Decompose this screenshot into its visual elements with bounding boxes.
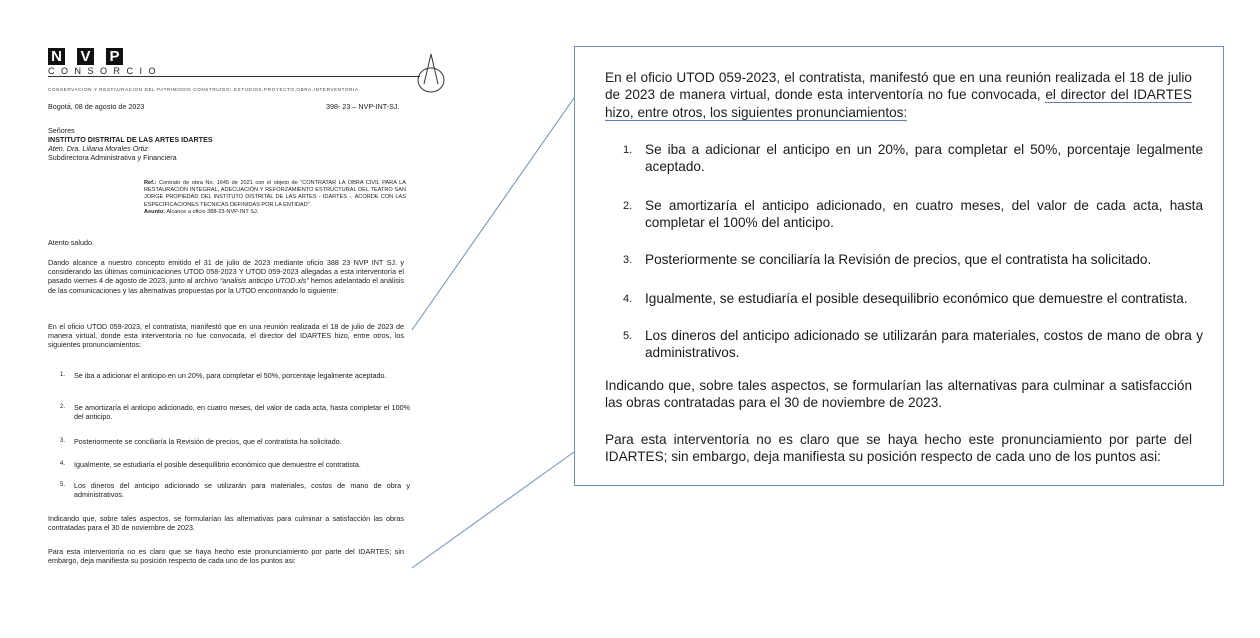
- header-divider: [48, 76, 420, 77]
- list-item-text: Se iba a adicionar el anticipo en un 20%, para completar el 50%, porcentaje legalmente aceptado.: [74, 371, 387, 380]
- zoom-paragraph-1: [605, 69, 1192, 121]
- zoom-paragraph-2: Indicando que, sobre tales aspectos, se formularían las alternativas para culminar a satisfacción las obras contratadas para el 30 de noviembre de 2023.: [605, 378, 1192, 411]
- list-item-text: Posteriormente se conciliaría la Revisión de precios, que el contratista ha solicitado.: [74, 437, 342, 446]
- zoom-list-item-number: 3.: [623, 254, 633, 266]
- logo-letter-p: P: [106, 48, 123, 65]
- para1-text-b: el director del IDARTES hizo, entre otros, los siguientes pronunciamientos:: [48, 331, 404, 350]
- list-item-text: Los dineros del anticipo adicionado se utilizarán para materiales, costos de mano de obra y administrativos.: [74, 481, 410, 500]
- zoom-callout-panel: [574, 46, 1224, 486]
- list-item-text: Se amortizaría el anticipo adicionado, en cuatro meses, del valor de cada acta, hasta completar el 100% del anticipo.: [74, 403, 410, 422]
- reference-block: [144, 180, 406, 216]
- list-item-number: 2.: [60, 404, 66, 410]
- logo-letter-n: N: [48, 48, 65, 65]
- zoom-paragraph-3: Para esta interventoría no es claro que se haya hecho este pronunciamiento por parte del IDARTES; sin embargo, deja manifiesta su posición respecto de cada uno de los puntos asi:: [605, 432, 1192, 465]
- logo-subtitle: CONSORCIO: [48, 66, 163, 76]
- zoom-list-item-text: Igualmente, se estudiaría el posible desequilibrio económico que demuestre el contratista.: [645, 291, 1188, 306]
- zoom-list-item-text: Se amortizaría el anticipo adicionado, en cuatro meses, del valor de cada acta, hasta completar el 100% del anticipo.: [645, 198, 1203, 231]
- zoom-para1-underlined: el director del IDARTES hizo, entre otros, los siguientes pronunciamientos:: [605, 87, 1193, 120]
- list-item-number: 1.: [60, 372, 66, 378]
- theatre-seal-icon: [416, 50, 446, 94]
- zoom-list-item-text: Posteriormente se conciliaría la Revisión de precios, que el contratista ha solicitado.: [645, 252, 1152, 267]
- intro-paragraph: [48, 258, 404, 295]
- subject-text: Alcance a oficio 388-23-NVP-INT SJ.: [166, 208, 259, 215]
- zoom-list-item-text: Los dineros del anticipo adicionado se utilizarán para materiales, costos de mano de obra y administrativos.: [645, 328, 1203, 361]
- zoom-list-item-number: 4.: [623, 293, 633, 305]
- paragraph-3: Para esta interventoría no es claro que se haya hecho este pronunciamiento por parte del IDARTES; sin embargo, deja manifiesta su posición respecto de cada uno de los puntos asi:: [48, 547, 404, 566]
- recipient-role: Subdirectora Administrativa y Financiera: [48, 153, 177, 162]
- letterhead-tagline: CONSERVACION Y RESTAURACION DEL PATRIMONIO CONSTRUIDO: ESTUDIOS,PROYECTO,OBRA,INTERVENTORIA.: [48, 87, 361, 92]
- salutation-to: Señores: [48, 126, 75, 135]
- para1-text-a: En el oficio UTOD 059-2023, el contratista, manifestó que en una reunión realizada el 18 de julio de 2023 de manera virtual, donde esta interventoría no fue convocada,: [48, 322, 404, 341]
- intro-file-name: “analisis anticipo UTOD.xls”: [219, 276, 309, 286]
- greeting: Atento saludo.: [48, 238, 94, 247]
- list-item-number: 3.: [60, 438, 66, 444]
- ref-label: Ref.:: [144, 180, 157, 186]
- intro-text-b: hemos adelantado el análisis de las comunicaciones y las alternativas propuestas por la UTOD encontrando lo siguiente:: [48, 276, 405, 295]
- list-item-number: 4.: [60, 461, 66, 467]
- institution-name: INSTITUTO DISTRITAL DE LAS ARTES IDARTES: [48, 135, 213, 144]
- subject-label: Asunto:: [144, 208, 166, 215]
- paragraph-2: Indicando que, sobre tales aspectos, se formularían las alternativas para culminar a satisfacción las obras contratadas para el 30 de noviembre de 2023.: [48, 514, 404, 533]
- list-item-number: 5.: [60, 482, 66, 488]
- nvp-logo: [48, 48, 162, 76]
- attention-line: Aten. Dra. Liliana Morales Ortiz: [48, 144, 148, 153]
- reference-code: 398- 23 – NVP-INT-SJ.: [326, 102, 400, 111]
- place-date: Bogotá, 08 de agosto de 2023: [48, 102, 145, 111]
- letter-page: [44, 44, 434, 584]
- zoom-list-item-number: 2.: [623, 200, 633, 212]
- zoom-list-item-text: Se iba a adicionar el anticipo en un 20%, para completar el 50%, porcentaje legalmente aceptado.: [645, 142, 1203, 175]
- ref-text: Contrato de obra No. 1645 de 2021 con el objeto de “CONTRATAR LA OBRA CIVIL PARA LA RESTAURACIÓN INTEGRAL, ADECUACIÓN Y REFORZAMIENTO ESTRUCTURAL DEL TEATRO SAN JORGE PROPIEDAD DEL INSTITUTO DISTRITAL DE LAS ARTES - IDARTES -, ACORDE CON LAS ESPECIFICACIONES TECNICAS DEFINIDAS POR LA ENTIDAD”.: [144, 180, 406, 208]
- intro-text-a: Dando alcance a nuestro concepto emitido el 31 de julio de 2023 mediante oficio 388 23 NVP INT SJ. y considerando las últimas comunicaciones UTOD 058-2023 Y UTOD 059-2023 allegadas a esta interventoría el pasado viernes 4 de agosto de 2023, junto al archivo: [48, 258, 404, 286]
- zoom-list-item-number: 5.: [623, 330, 633, 342]
- zoom-list-item-number: 1.: [623, 144, 633, 156]
- list-item-text: Igualmente, se estudiaría el posible desequilibrio económico que demuestre el contratista.: [74, 460, 361, 469]
- zoom-para1-text-a: En el oficio UTOD 059-2023, el contratista, manifestó que en una reunión realizada el 18 de julio de 2023 de manera virtual, donde esta interventoría no fue convocada,: [605, 70, 1192, 103]
- paragraph-1: [48, 322, 404, 350]
- logo-letter-v: V: [77, 48, 94, 65]
